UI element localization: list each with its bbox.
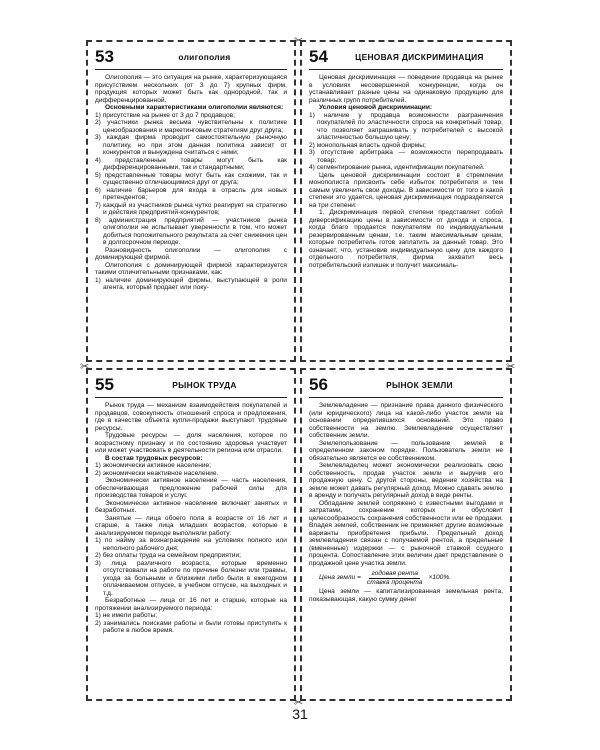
paragraph: 2) без оплаты труда на семейном предприятии; — [95, 552, 241, 559]
card-header — [95, 48, 287, 70]
card-body — [309, 402, 503, 603]
paragraph: Условия ценовой дискриминации: — [319, 104, 433, 111]
paragraph: Землевладелец может экономически реализовать свою собственность, продав участок земли и выручив его продажную цену. С другой стороны, ведение хозяйства на земле может давать регулярный доход. Можно сдавать землю в аренду и получать регулярный доход в виде ренты. — [309, 462, 503, 499]
paragraph: Землепользование — пользование землей в определенном законом порядке. Пользователь земли не обязательно является ее собственником. — [309, 439, 503, 462]
paragraph: 1) наличие у продавца возможности разграничения покупателей по эластичности спроса на конкретный товар, что позволяет запрашивать у потребителей с высокой эластичностью большую цену; — [309, 111, 503, 141]
paragraph: 4) сегментирование рынка, идентификации покупателей. — [309, 164, 485, 171]
paragraph: Основными характеристиками олигополии являются: — [105, 104, 284, 111]
card-header — [309, 48, 503, 70]
card-number: 56 — [309, 375, 328, 394]
paragraph: 1) не имели работы; — [95, 612, 158, 619]
paragraph: Цель ценовой дискриминации состоит в стремлении монополиста присвоить себе избыток потребителя и тем самым увеличить свои доходы. В зависимости от того в какой степени это удается, ценовая дискриминация подразделяется на три степени: — [309, 171, 503, 209]
paragraph: 2) занимались поисками работы и были готовы приступить к работе в любое время. — [95, 619, 287, 634]
card-header — [309, 376, 503, 398]
paragraph: В состав трудовых ресурсов: — [105, 454, 203, 462]
paragraph: 2) экономически неактивное население. — [95, 469, 219, 477]
paragraph: Трудовые ресурсы — доля населения, которое по возрастному признаку и по состоянию здоровья участвует или может участвовать в деятельности региона или отрасли. — [95, 432, 287, 454]
card-title: олигополия — [178, 52, 231, 62]
scissors-icon: ✂ — [294, 35, 304, 47]
card-price-discrimination — [300, 40, 512, 362]
paragraph: Ценовая дискриминация — поведение продавца на рынке в условиях несовершенной конкуренции, когда он устанавливает разные цены на одинаковую продукцию для различных групп потребителей. — [309, 74, 503, 104]
formula-lhs: Цена земли = — [319, 574, 361, 582]
card-land-market — [300, 368, 512, 701]
paragraph: 1. Дискриминация первой степени представляет собой диверсификацию цены в зависимости от дохода и спроса, когда благо продается покупателям по индивидуальным резервированным ценам, т.е. таким максимальным ценам, которые потребитель готов заплатить за данный товар. Это означает, что, установив индивидуальную цену для каждого отдельного потребителя, фирма захватит весь потребительский излишек и получит максималь- — [309, 209, 503, 269]
formula-rhs: ×100%. — [428, 574, 452, 582]
paragraph: Экономически активное население включает занятых и безработных. — [95, 499, 287, 514]
card-header — [95, 376, 287, 398]
card-body — [95, 402, 287, 635]
card-body — [95, 74, 287, 292]
card-number: 54 — [309, 47, 328, 66]
paragraph: 6) наличие барьеров для входа в отрасль для новых претендентов; — [95, 186, 287, 201]
paragraph: 1) наличие доминирующей фирмы, выступающей в роли агента, который продает или поку- — [95, 276, 287, 291]
card-title: РЫНОК ЗЕМЛИ — [386, 380, 453, 390]
scissors-icon: ✂ — [80, 361, 90, 373]
paragraph: 1) экономически активное население; — [95, 462, 212, 469]
paragraph: 3) отсутствие арбитража — возможности перепродавать товар; — [309, 149, 503, 164]
paragraph: Обладание землей сопряжено с известными выгодами и затратами, сохранение которых и обусловит целесообразность сохранения собственности или ее продажи. Владея землей, собственник не применяет другие возможные варианты приобретения прибыли. Предельный доход землевладения связан с получаемой рентой, а предельные (вмененные) издержки — с рыночной ставкой ссудного процента. Сопоставление этих величин дает представление о продажной цене участка земли. — [309, 499, 503, 567]
paragraph: 4) представленные товары могут быть как дифференцированными, так и стандартными; — [95, 156, 287, 171]
paragraph: 2) участники рынка весьма чувствительны к политике ценообразования и маркетинговым стратегиям друг друга; — [95, 119, 287, 134]
card-number: 55 — [95, 375, 114, 394]
paragraph: Разновидность олигополии — олигополия с доминирующей фирмой. — [95, 246, 287, 261]
card-body — [309, 74, 503, 269]
paragraph: Экономически активное население — часть населения, обеспечивающая предложение рабочей силы для производства товаров и услуг. — [95, 477, 287, 499]
card-paragraphs — [309, 402, 503, 567]
paragraph: 3) лица различного возраста, которые временно отсутствовали на работе по причине болезни или травмы, ухода за больными и близкими либо были в ежегодном оплачиваемом отпуске, в учебном отпуске, на выходных и т.д. — [95, 559, 287, 597]
paragraph: 7) каждый из участников рынка чутко реагирует на стратегию и действия предприятий-конкурентов; — [95, 201, 287, 216]
card-number: 53 — [95, 47, 114, 66]
card-title: ЦЕНОВАЯ ДИСКРИМИНАЦИЯ — [355, 52, 484, 62]
page-number: 31 — [292, 706, 308, 722]
paragraph: 1) по найму за вознаграждение на условиях полного или неполного рабочего дня; — [95, 537, 287, 552]
paragraph: Землевладение — признание права данного физического (или юридического) лица на какой-либо участок земли на основании определившихся оснований. Это право собственности на землю. Землевладение осуществляет собственник земли. — [309, 402, 503, 439]
paragraph: Олигополия — это ситуация на рынке, характеризующаяся присутствием нескольких (от 3 до 7) крупных фирм, продукция которых может быть как однородной, так и дифференцированной. — [95, 74, 287, 104]
card-labor-market — [86, 368, 296, 701]
scissors-icon: ✂ — [294, 697, 304, 709]
card-tail-paragraph: Цена земли — капитализированная земельная рента, показывающая, какую сумму денег — [309, 588, 503, 603]
paragraph: Безработные — лица от 16 лет и старше, которые на протяжении анализируемого периода: — [95, 597, 287, 612]
paragraph: Олигополия с доминирующей фирмой характеризуется такими отличительными признаками, как: — [95, 261, 287, 276]
paragraph: Рынок труда — механизм взаимодействия покупателей и продавцов, совокупность отношений спроса и предложения, где в качестве объекта купли-продажи выступают трудовые ресурсы. — [95, 402, 287, 432]
paragraph: 2) монопольная власть одной фирмы; — [309, 141, 426, 149]
land-price-formula — [319, 570, 503, 586]
paragraph: 8) администрация предприятий — участников рынка олигополии не испытывает уверенности в том, что может добиться положительного результата за счет снижения цен в долгосрочном периоде. — [95, 216, 287, 246]
formula-denominator: ставка процента — [366, 578, 423, 586]
paragraph: 3) каждая фирма проводит самостоятельную рыночную политику, но при этом данная политика зависит от конкурентов и вынуждена считаться с ними; — [95, 134, 287, 156]
card-oligopoly — [86, 40, 296, 362]
card-title: РЫНОК ТРУДА — [172, 380, 237, 390]
formula-numerator: годовая рента — [371, 570, 418, 577]
paragraph: 1) присутствие на рынке от 3 до 7 продавцов; — [95, 111, 236, 119]
paragraph: Занятые — лица обоего пола в возрасте от 16 лет и старше, а также лица младших возрастов, которые в анализируемом периоде выполняли работу: — [95, 514, 287, 537]
formula-fraction — [365, 570, 425, 586]
paragraph: 5) представленные товары могут быть как схожими, так и существенно отличающимися друг от друга; — [95, 171, 287, 186]
scissors-icon: ✂ — [506, 361, 516, 373]
